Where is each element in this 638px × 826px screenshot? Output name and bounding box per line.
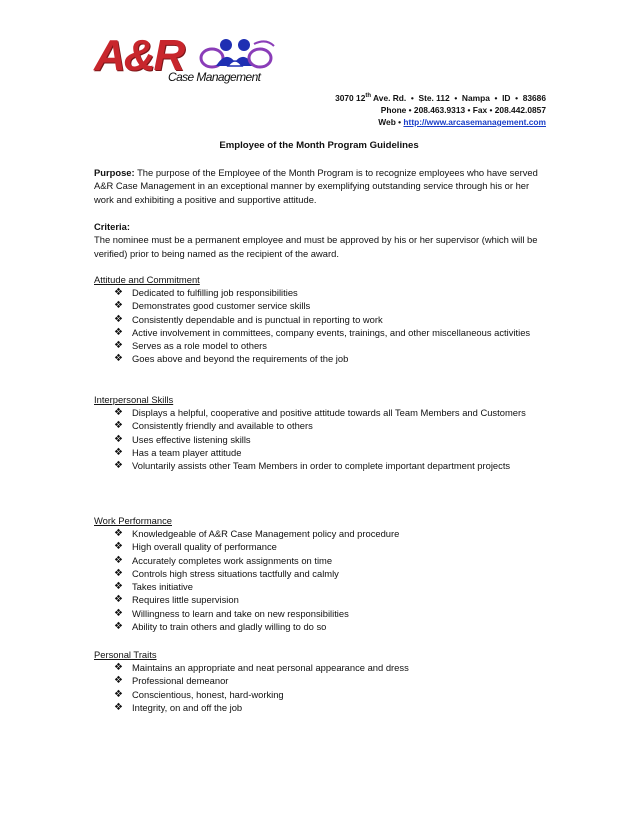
bullet-icon: ❖: [114, 407, 123, 418]
list-item: ❖ Serves as a role model to others: [114, 340, 267, 352]
list-item: ❖ Consistently dependable and is punctual in reporting to work: [114, 313, 383, 325]
bullet-icon: ❖: [114, 326, 123, 338]
list-item: ❖ Uses effective listening skills: [114, 433, 251, 445]
bullet-icon: ❖: [114, 287, 123, 298]
address-line-1: 3070 12th Ave. Rd. • Ste. 112 • Nampa • ID • 83686: [335, 92, 546, 103]
list-item: ❖ Maintains an appropriate and neat personal appearance and dress: [114, 662, 409, 673]
bullet-icon: ❖: [114, 420, 123, 432]
list-item: ❖ Willingness to learn and take on new responsibilities: [114, 607, 349, 619]
purpose-paragraph: [94, 166, 546, 206]
logo-figures-icon: [198, 36, 278, 70]
bullet-icon: ❖: [114, 541, 123, 553]
bullet-icon: ❖: [114, 460, 123, 472]
list-item: ❖ Active involvement in committees, company events, trainings, and other miscellaneous activities: [114, 326, 531, 338]
bullet-icon: ❖: [114, 688, 123, 700]
bullet-icon: ❖: [114, 554, 123, 566]
bullet-icon: ❖: [114, 446, 123, 458]
list-item: ❖ Consistently friendly and available to others: [114, 420, 313, 432]
web-label: Web •: [378, 116, 404, 127]
bullet-icon: ❖: [114, 701, 123, 713]
list-item: ❖ Professional demeanor: [114, 675, 229, 687]
list-item: ❖ Requires little supervision: [114, 594, 239, 606]
bullet-icon: ❖: [114, 528, 123, 539]
company-address: [335, 90, 546, 128]
bullet-icon: ❖: [114, 313, 123, 325]
list-item: ❖ Accurately completes work assignments on time: [114, 554, 333, 566]
section-heading-personal-traits: Personal Traits: [94, 649, 157, 660]
logo-text: A&R: [94, 31, 184, 80]
bullet-icon: ❖: [114, 353, 123, 365]
address-line-3: [335, 116, 546, 128]
list-item: ❖ High overall quality of performance: [114, 541, 277, 553]
work-performance-list: [114, 527, 534, 633]
bullet-icon: ❖: [114, 433, 123, 445]
address-line-2: Phone • 208.463.9313 • Fax • 208.442.0857: [380, 104, 546, 115]
company-logo: [94, 32, 274, 88]
list-item: ❖ Takes initiative: [114, 581, 193, 593]
section-heading-attitude: Attitude and Commitment: [94, 274, 200, 285]
list-item: ❖ Ability to train others and gladly willing to do so: [114, 621, 327, 633]
list-item: ❖ Integrity, on and off the job: [114, 701, 243, 713]
bullet-icon: ❖: [114, 621, 123, 633]
list-item: ❖ Controls high stress situations tactfully and calmly: [114, 567, 339, 579]
bullet-icon: ❖: [114, 340, 123, 352]
criteria-label: Criteria:: [94, 221, 130, 232]
bullet-icon: ❖: [114, 594, 123, 606]
criteria-text: The nominee must be a permanent employee and must be approved by his or her supervisor (which will be verified) prior to being named as the recipient of the award.: [94, 234, 538, 259]
bullet-icon: ❖: [114, 300, 123, 312]
list-item: ❖ Goes above and beyond the requirements of the job: [114, 353, 349, 365]
bullet-icon: ❖: [114, 607, 123, 619]
page-title: Employee of the Month Program Guidelines: [219, 140, 419, 151]
personal-traits-list: [114, 661, 534, 714]
purpose-label: Purpose:: [94, 167, 135, 178]
section-heading-work-performance: Work Performance: [94, 515, 172, 526]
logo-subtext: Case Management: [168, 70, 261, 84]
bullet-icon: ❖: [114, 567, 123, 579]
bullet-icon: ❖: [114, 581, 123, 593]
list-item: ❖ Dedicated to fulfilling job responsibilities: [114, 287, 298, 298]
attitude-list: [114, 286, 534, 366]
bullet-icon: ❖: [114, 662, 123, 673]
website-link[interactable]: http://www.arcasemanagement.com: [403, 116, 546, 127]
bullet-icon: ❖: [114, 675, 123, 687]
list-item: ❖ Voluntarily assists other Team Members in order to complete important department projects: [114, 460, 511, 472]
list-item: ❖ Displays a helpful, cooperative and positive attitude towards all Team Members and Customers: [114, 407, 526, 418]
interpersonal-list: [114, 406, 534, 472]
list-item: ❖ Conscientious, honest, hard-working: [114, 688, 284, 700]
section-heading-interpersonal: Interpersonal Skills: [94, 394, 174, 405]
list-item: ❖ Knowledgeable of A&R Case Management policy and procedure: [114, 528, 400, 539]
list-item: ❖ Demonstrates good customer service skills: [114, 300, 311, 312]
purpose-text: The purpose of the Employee of the Month Program is to recognize employees who have served A&R Case Management in an exceptional manner by exemplifying outstanding service through his or her work and exhibiting a positive and supportive attitude.: [94, 167, 538, 205]
criteria-paragraph: [94, 220, 546, 260]
list-item: ❖ Has a team player attitude: [114, 446, 242, 458]
